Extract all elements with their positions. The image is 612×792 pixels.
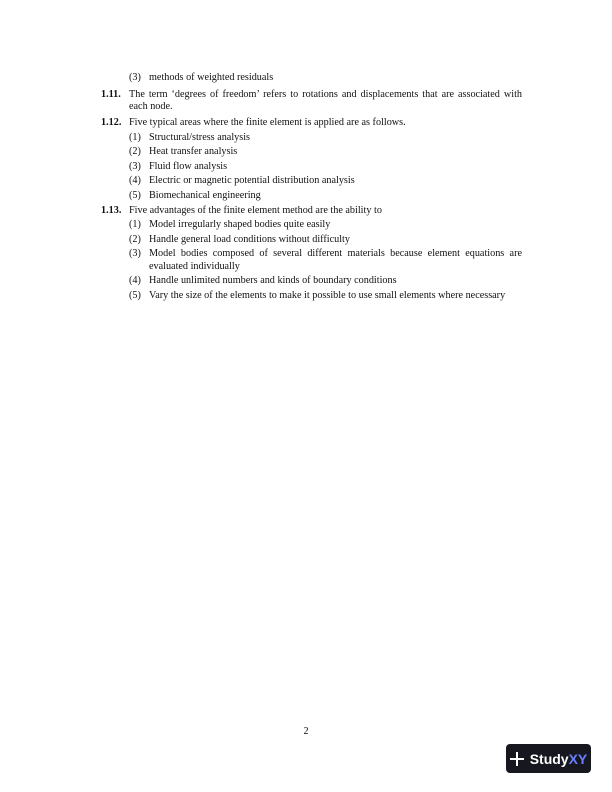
item-text: Heat transfer analysis [149,146,238,158]
brand-logo [530,751,588,767]
answer-list [129,132,522,203]
list-item [129,275,522,287]
plus-icon [510,752,524,766]
list-item [129,248,522,272]
list-item [129,146,522,158]
item-number: (4) [129,275,141,287]
list-item [129,219,522,231]
item-text: Vary the size of the elements to make it possible to use small elements where necessary [149,289,506,301]
question-number: 1.12. [101,117,122,128]
item-text: Fluid flow analysis [149,160,228,172]
item-text: Model irregularly shaped bodies quite easily [149,219,331,231]
question-number: 1.11. [101,88,121,100]
item-text: Model bodies composed of several different materials because element equations are evaluated individually [149,248,522,272]
item-text: Handle general load conditions without difficulty [149,233,350,245]
brand-main: Study [529,750,569,767]
item-text: methods of weighted residuals [149,72,274,84]
list-item [129,290,522,302]
item-text: Handle unlimited numbers and kinds of boundary conditions [149,275,397,287]
page-number: 2 [303,726,309,737]
item-number: (1) [129,219,141,231]
item-text: Electric or magnetic potential distribution analysis [149,175,355,187]
item-text: Biomechanical engineering [149,189,261,201]
question-number: 1.13. [101,204,122,216]
item-number: (2) [129,146,141,158]
question-text: Five advantages of the finite element method are the ability to [129,204,382,216]
item-number: (4) [129,175,141,187]
question-1-12 [101,117,522,202]
studyxy-badge[interactable] [506,744,591,773]
item-number: (1) [129,131,141,143]
list-item [129,132,522,144]
list-item [129,234,522,246]
brand-accent: XY [568,750,588,767]
question-text: The term ‘degrees of freedom’ refers to rotations and displacements that are associated with each node. [129,88,522,112]
item-number: (3) [129,248,141,260]
question-text: Five typical areas where the finite element is applied are as follows. [129,117,406,128]
question-1-11 [101,89,522,113]
list-item [129,175,522,187]
list-item [129,161,522,173]
list-item [129,72,522,84]
item-number: (3) [129,160,141,172]
question-1-13 [101,205,522,302]
document-body [101,70,522,302]
answer-list [129,219,522,302]
item-number: (5) [129,189,141,201]
item-number: (2) [129,233,141,245]
list-item [129,190,522,202]
item-number: (3) [129,72,141,84]
item-number: (5) [129,289,141,301]
item-text: Structural/stress analysis [149,131,251,143]
